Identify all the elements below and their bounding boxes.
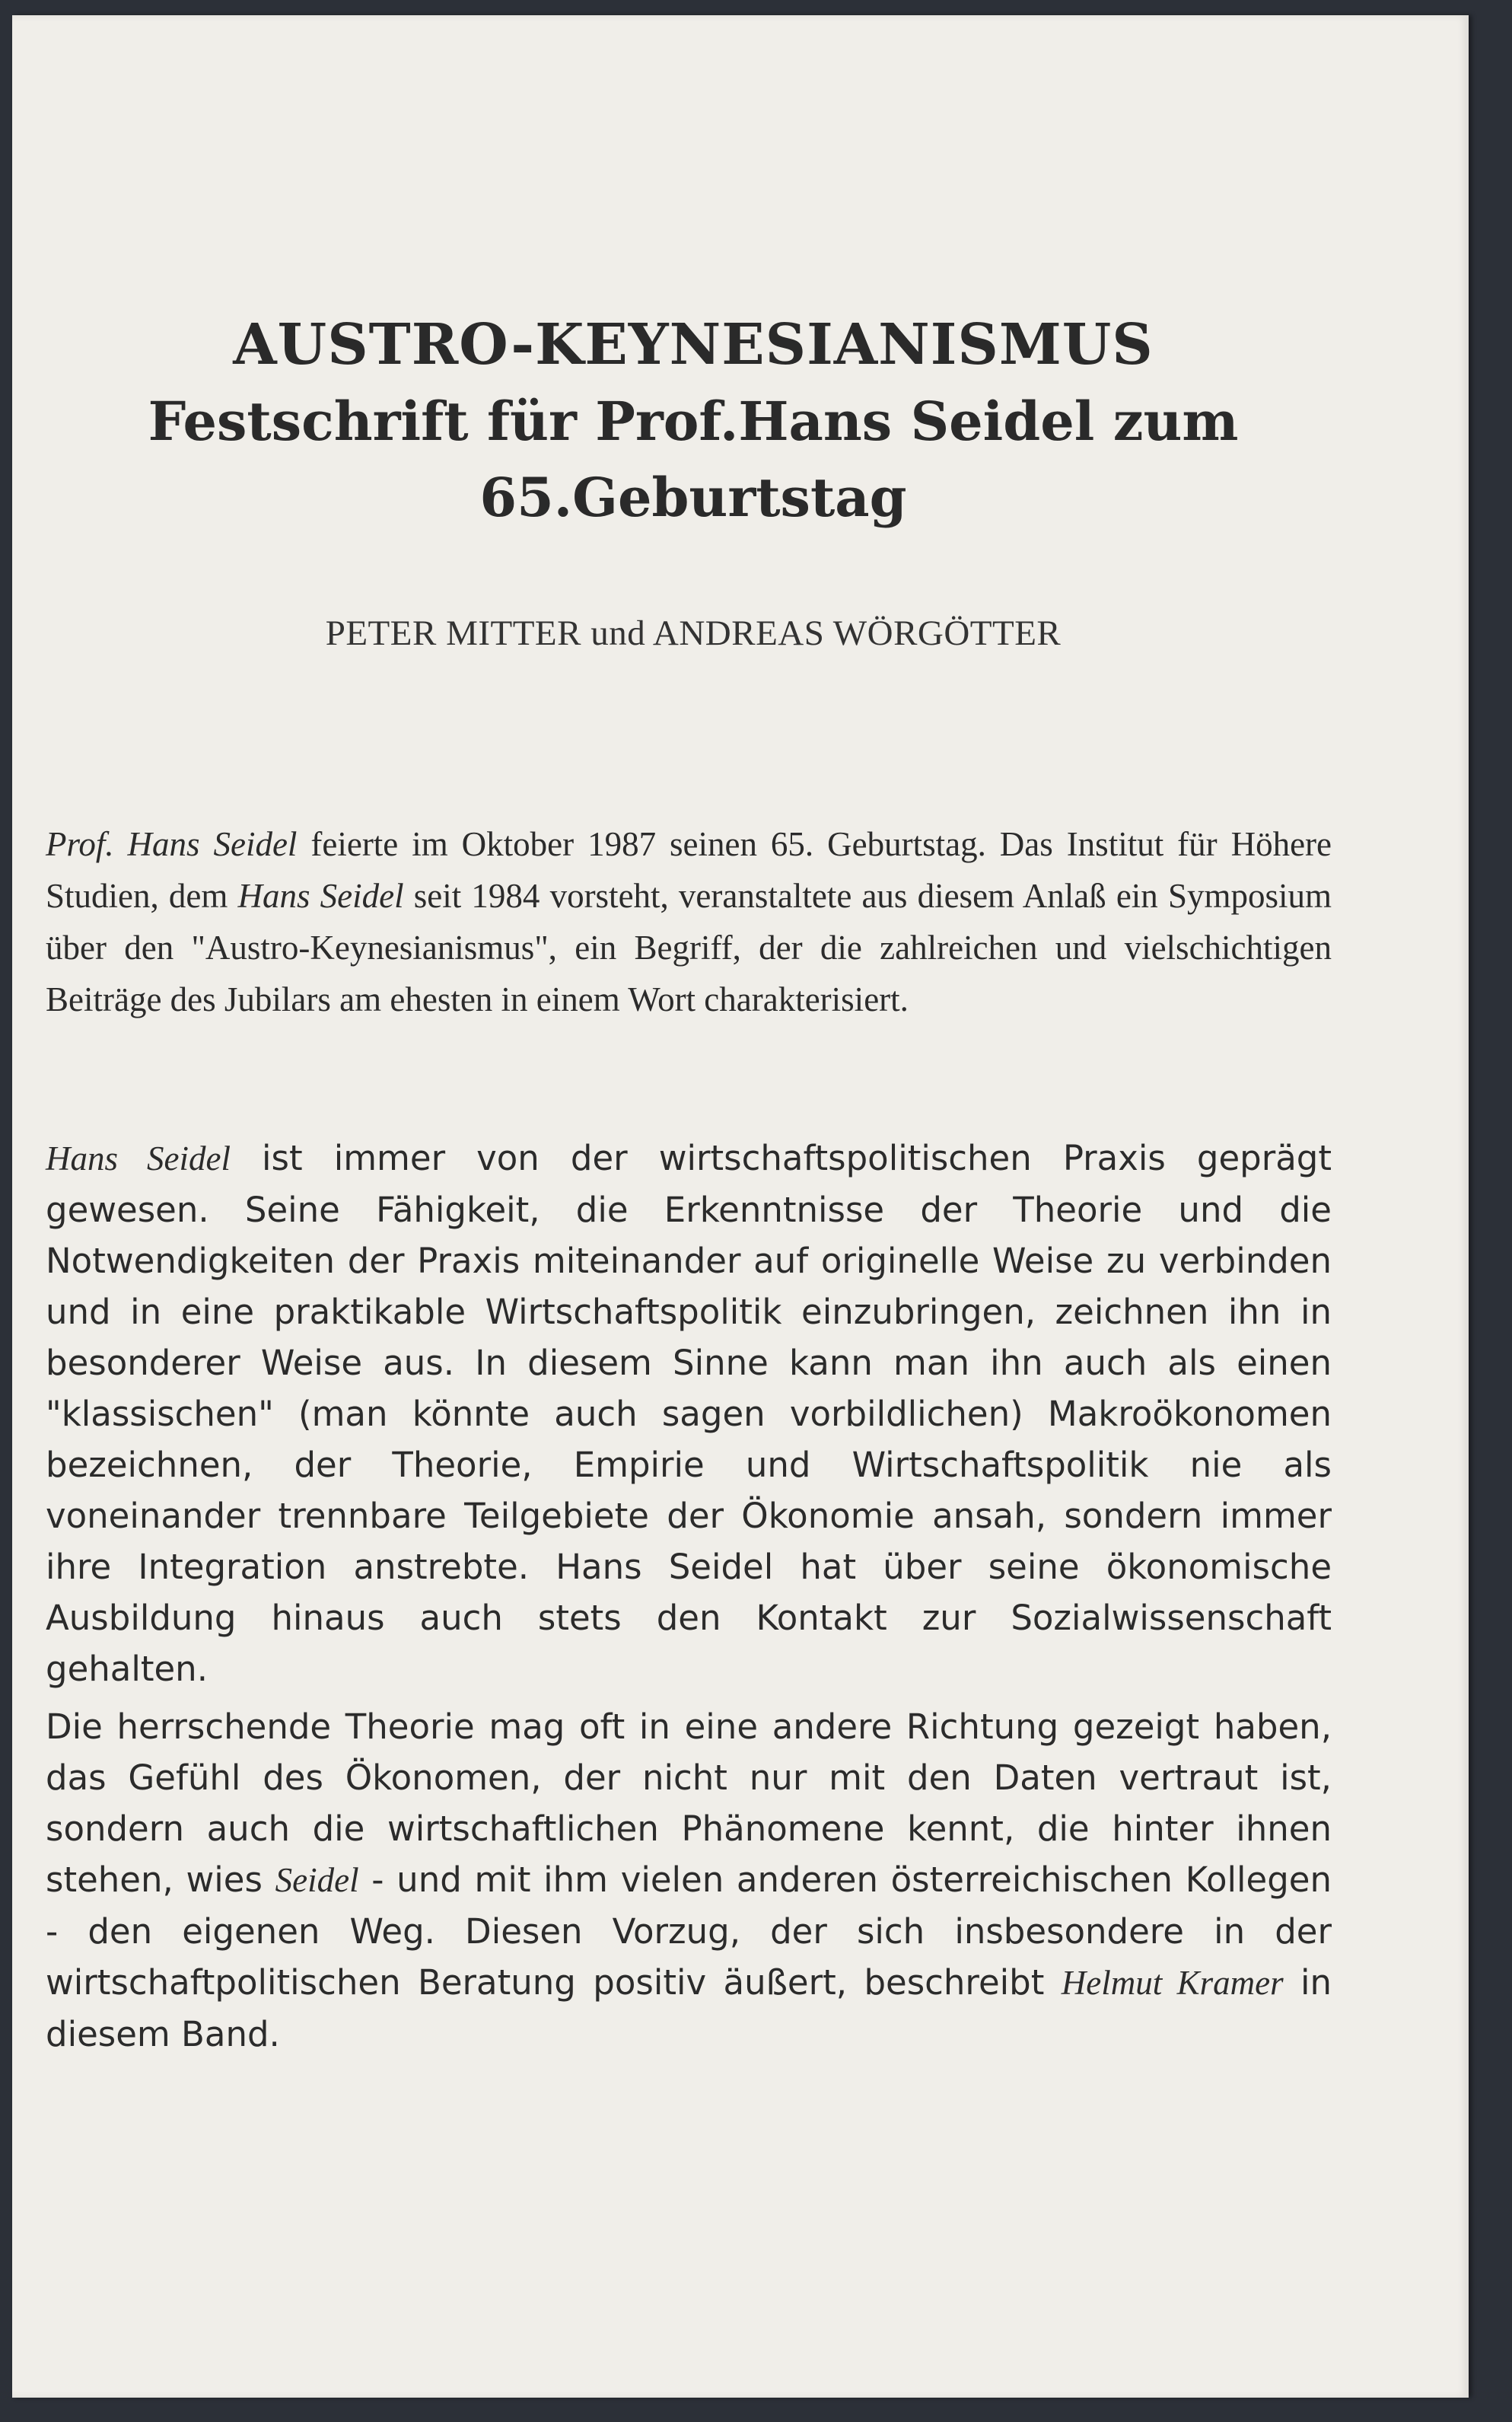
- authors: PETER MITTER und ANDREAS WÖRGÖTTER: [325, 613, 1062, 653]
- paragraph-1-text-b: seit 1984 vorsteht, veranstaltete aus diesem Anlaß ein Symposium über den "Austro-Keynesianismus", ein Begriff, der die zahlreichen und vielschichtigen Beiträge des Jubilars am ehesten in einem Wort charakterisiert.: [46, 877, 1332, 1018]
- book-page: [12, 15, 1469, 2398]
- paragraph-3-text-c: in diesem Band.: [46, 1962, 1332, 2054]
- paragraph-3-text-b: - und mit ihm vielen anderen österreichischen Kollegen - den eigenen Weg. Diesen Vorzug, der sich insbesondere in der wirtschaftpolitischen Beratung positiv äußert, beschreibt: [46, 1860, 1332, 2003]
- page-subtitle-line1: Festschrift für Prof.Hans Seidel zum: [148, 390, 1239, 453]
- paragraph-1-text-a: feierte im Oktober 1987 seinen 65. Geburtstag. Das Institut für Höhere Studien, dem: [46, 825, 1332, 915]
- paragraph-3-text-a: Die herrschende Theorie mag oft in eine andere Richtung gezeigt haben, das Gefühl des Ökonomen, der nicht nur mit den Daten vertraut ist, sondern auch die wirtschaftlichen Phänomene kennt, die hinter ihnen stehen, wies: [46, 1707, 1332, 1900]
- paragraph-1-lead: Prof. Hans Seidel: [46, 825, 298, 863]
- title-block: [12, 308, 1374, 534]
- paragraph-3-name-seidel: Seidel: [275, 1861, 359, 1899]
- paragraph-2: [46, 1133, 1332, 1694]
- paragraph-3: [46, 1701, 1332, 2060]
- paragraph-2-lead: Hans Seidel: [46, 1139, 231, 1178]
- page-subtitle-line2: 65.Geburtstag: [479, 466, 907, 529]
- paragraph-1: [46, 818, 1332, 1025]
- paragraph-2-text: ist immer von der wirtschaftspolitischen Praxis geprägt gewesen. Seine Fähigkeit, die Erkenntnisse der Theorie und die Notwendigkeiten der Praxis miteinander auf originelle Weise zu verbinden und in eine praktikable Wirtschaftspolitik einzubringen, zeichnen ihn in besonderer Weise aus. In diesem Sinne kann man ihn auch als einen "klassischen" (man könnte auch sagen vorbildlichen) Makroökonomen bezeichnen, der Theorie, Empirie und Wirtschaftspolitik nie als voneinander trennbare Teilgebiete der Ökonomie ansah, sondern immer ihre Integration anstrebte. Hans Seidel hat über seine ökonomische Ausbildung hinaus auch stets den Kontakt zur Sozialwissenschaft gehalten.: [46, 1138, 1332, 1689]
- paragraph-3-name-kramer: Helmut Kramer: [1061, 1964, 1284, 2002]
- page-title: AUSTRO-KEYNESIANISMUS: [233, 312, 1154, 378]
- paragraph-1-name: Hans Seidel: [237, 877, 404, 915]
